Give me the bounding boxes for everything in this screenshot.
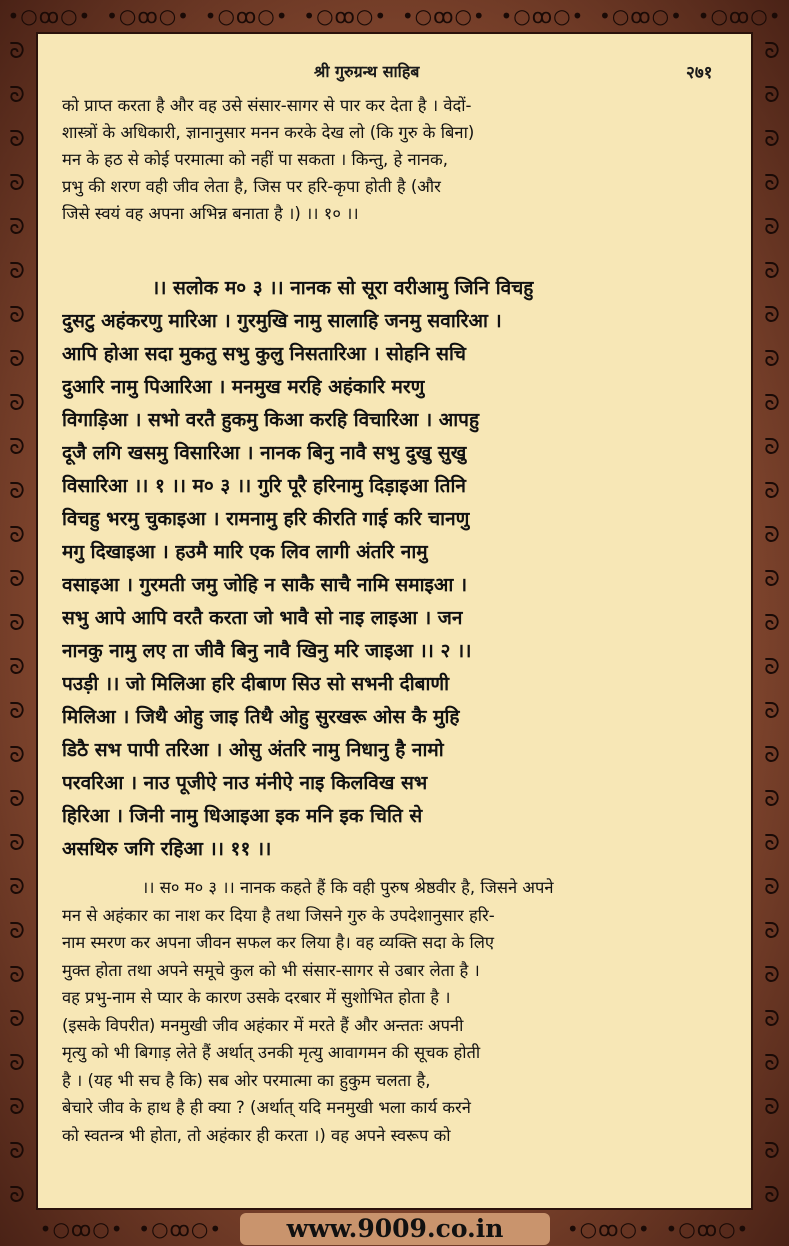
page-header [36, 60, 753, 90]
ornament-glyph: •○ꝏ○• [665, 1217, 750, 1241]
text-line: नानकु नामु लए ता जीवै बिनु नावै खिनु मरि जाइआ ।। २ ।। [62, 640, 472, 662]
side-ornament-glyph: ᘐ [9, 435, 25, 460]
text-line: प्रभु की शरण वही जीव लेता है, जिस पर हरि-कृपा होती है (और [62, 177, 441, 196]
text-line: मन से अहंकार का नाश कर दिया है तथा जिसने गुरु के उपदेशानुसार हरि- [62, 905, 495, 925]
side-ornament-glyph: ᘐ [764, 435, 780, 460]
side-ornament-glyph: ᘐ [9, 171, 25, 196]
side-ornament-glyph: ᘐ [764, 743, 780, 768]
website-url[interactable]: www.9009.co.in [240, 1213, 550, 1245]
commentary-paragraph-bottom [62, 874, 728, 1149]
ornament-glyph: •○ꝏ○• [599, 4, 683, 28]
text-line: दुआरि नामु पिआरिआ । मनमुख मरहि अहंकारि मरणु [62, 376, 425, 398]
text-line: हिरिआ । जिनी नामु धिआइआ इक मनि इक चिति से [62, 805, 423, 827]
text-line: है । (यह भी सच है कि) सब ओर परमात्मा का हुकुम चलता है, [62, 1070, 431, 1090]
side-ornament-glyph: ᘐ [9, 83, 25, 108]
text-line: मृत्यु को भी बिगाड़ लेते हैं अर्थात् उनकी मृत्यु आवागमन की सूचक होती [62, 1043, 481, 1062]
text-line: दूजै लगि खसमु विसारिआ । नानक बिनु नावै सभु दुखु सुखु [62, 442, 467, 464]
side-ornament-glyph: ᘐ [9, 259, 25, 284]
side-ornament-glyph: ᘐ [9, 391, 25, 416]
side-ornament-glyph: ᘐ [764, 171, 780, 196]
side-ornament-glyph: ᘐ [9, 567, 25, 592]
side-ornament-glyph: ᘐ [764, 963, 780, 988]
ornament-glyph: •○ꝏ○• [697, 4, 782, 28]
text-line: पउड़ी ।। जो मिलिआ हरि दीबाण सिउ सो सभनी दीबाणी [62, 673, 450, 695]
side-ornament-glyph: ᘐ [764, 523, 780, 548]
side-ornament-glyph: ᘐ [9, 963, 25, 988]
text-line: ।। सलोक म० ३ ।। नानक सो सूरा वरीआमु जिनि विचहु [152, 277, 534, 299]
page-title: श्री गुरुग्रन्थ साहिब [314, 62, 420, 81]
top-ornament-border [0, 0, 789, 32]
page-number: २७१ [686, 63, 713, 83]
side-ornament-glyph: ᘐ [764, 391, 780, 416]
text-line: मिलिआ । जिथै ओहु जाइ तिथै ओहु सुरखरू ओस कै मुहि [62, 706, 460, 728]
ornament-glyph: •○ꝏ○• [566, 1217, 651, 1241]
text-line: डिठै सभ पापी तरिआ । ओसु अंतरि नामु निधानु है नामो [62, 739, 444, 761]
ornament-glyph: •○ꝏ○• [303, 4, 388, 28]
side-ornament-glyph: ᘐ [9, 1183, 25, 1208]
side-ornament-glyph: ᘐ [764, 127, 780, 152]
text-line: (इसके विपरीत) मनमुखी जीव अहंकार में मरते हैं और अन्ततः अपनी [62, 1015, 464, 1035]
side-ornament-glyph: ᘐ [9, 523, 25, 548]
text-line: आपि होआ सदा मुकतु सभु कुलु निसतारिआ । सोहनि सचि [62, 343, 466, 365]
side-ornament-glyph: ᘐ [764, 831, 780, 856]
side-ornament-glyph: ᘐ [764, 919, 780, 944]
side-ornament-glyph: ᘐ [9, 127, 25, 152]
side-ornament-glyph: ᘐ [764, 875, 780, 900]
text-line: वह प्रभु-नाम से प्यार के कारण उसके दरबार में सुशोभित होता है । [62, 988, 451, 1007]
text-line: सभु आपे आपि वरतै करता जो भावै सो नाइ लाइआ । जन [62, 607, 463, 629]
side-ornament-glyph: ᘐ [9, 831, 25, 856]
text-line: बेचारे जीव के हाथ है ही क्या ? (अर्थात् यदि मनमुखी भला कार्य करने [62, 1098, 471, 1117]
side-ornament-glyph: ᘐ [9, 1007, 25, 1032]
side-ornament-glyph: ᘐ [764, 479, 780, 504]
text-line: मन के हठ से कोई परमात्मा को नहीं पा सकता । किन्तु, हे नानक, [62, 150, 448, 169]
side-ornament-glyph: ᘐ [764, 1007, 780, 1032]
side-ornament-glyph: ᘐ [764, 259, 780, 284]
text-line: असथिरु जगि रहिआ ।। ११ ।। [62, 838, 272, 860]
text-line: को स्वतन्त्र भी होता, तो अहंकार ही करता ।) वह अपने स्वरूप को [62, 1125, 451, 1145]
text-line: नाम स्मरण कर अपना जीवन सफल कर लिया है। वह व्यक्ति सदा के लिए [62, 933, 495, 952]
text-line: ।। स० म० ३ ।। नानक कहते हैं कि वही पुरुष श्रेष्ठवीर है, जिसने अपने [142, 878, 554, 897]
side-ornament-glyph: ᘐ [9, 743, 25, 768]
ornament-glyph: •○ꝏ○• [7, 4, 92, 28]
gurbani-verses [62, 272, 728, 866]
ornament-glyph: •○ꝏ○• [401, 4, 486, 28]
side-ornament-glyph: ᘐ [9, 787, 25, 812]
text-line: वसाइआ । गुरमती जमु जोहि न साकै साचै नामि समाइआ । [62, 574, 468, 596]
text-line: विसारिआ ।। १ ।। म० ३ ।। गुरि पूरै हरिनामु दिड़ाइआ तिनि [62, 475, 466, 497]
side-ornament-glyph: ᘐ [764, 1183, 780, 1208]
ornament-glyph: •○ꝏ○• [500, 4, 585, 28]
side-ornament-glyph: ᘐ [9, 1051, 25, 1076]
text-line: मगु दिखाइआ । हउमै मारि एक लिव लागी अंतरि नामु [62, 541, 428, 563]
text-line: परवरिआ । नाउ पूजीऐ नाउ मंनीऐ नाइ किलविख सभ [62, 772, 428, 794]
side-ornament-glyph: ᘐ [9, 303, 25, 328]
right-ornament-border [755, 30, 789, 1212]
side-ornament-glyph: ᘐ [764, 83, 780, 108]
side-ornament-glyph: ᘐ [764, 655, 780, 680]
scripture-page [36, 32, 753, 1210]
text-line: को प्राप्त करता है और वह उसे संसार-सागर से पार कर देता है । वेदों- [62, 96, 472, 115]
text-line: शास्त्रों के अधिकारी, ज्ञानानुसार मनन करके देख लो (कि गुरु के बिना) [62, 123, 475, 142]
side-ornament-glyph: ᘐ [9, 479, 25, 504]
ornament-glyph: •○ꝏ○• [138, 1217, 223, 1241]
text-line: दुसटु अहंकरणु मारिआ । गुरमुखि नामु सालाहि जनमु सवारिआ । [62, 310, 502, 332]
side-ornament-glyph: ᘐ [764, 39, 780, 64]
text-line: विगाड़िआ । सभो वरतै हुकमु किआ करहि विचारिआ । आपहु [62, 409, 480, 431]
commentary-paragraph-top [62, 92, 728, 227]
side-ornament-glyph: ᘐ [9, 39, 25, 64]
side-ornament-glyph: ᘐ [764, 215, 780, 240]
ornament-glyph: •○ꝏ○• [204, 4, 289, 28]
side-ornament-glyph: ᘐ [9, 1139, 25, 1164]
left-ornament-border [0, 30, 34, 1212]
side-ornament-glyph: ᘐ [764, 1139, 780, 1164]
side-ornament-glyph: ᘐ [764, 347, 780, 372]
side-ornament-glyph: ᘐ [9, 611, 25, 636]
side-ornament-glyph: ᘐ [9, 347, 25, 372]
side-ornament-glyph: ᘐ [764, 611, 780, 636]
side-ornament-glyph: ᘐ [9, 919, 25, 944]
side-ornament-glyph: ᘐ [9, 655, 25, 680]
text-line: जिसे स्वयं वह अपना अभिन्न बनाता है ।) ।। १० ।। [62, 204, 359, 223]
text-line: मुक्त होता तथा अपने समूचे कुल को भी संसार-सागर से उबार लेता है । [62, 960, 480, 980]
side-ornament-glyph: ᘐ [9, 1095, 25, 1120]
side-ornament-glyph: ᘐ [764, 787, 780, 812]
side-ornament-glyph: ᘐ [764, 1051, 780, 1076]
side-ornament-glyph: ᘐ [764, 303, 780, 328]
side-ornament-glyph: ᘐ [764, 1095, 780, 1120]
side-ornament-glyph: ᘐ [9, 699, 25, 724]
ornament-glyph: •○ꝏ○• [39, 1217, 124, 1241]
side-ornament-glyph: ᘐ [9, 215, 25, 240]
text-line: विचहु भरमु चुकाइआ । रामनामु हरि कीरति गाई करि चानणु [62, 508, 470, 530]
side-ornament-glyph: ᘐ [764, 699, 780, 724]
ornament-glyph: •○ꝏ○• [106, 4, 190, 28]
side-ornament-glyph: ᘐ [9, 875, 25, 900]
side-ornament-glyph: ᘐ [764, 567, 780, 592]
